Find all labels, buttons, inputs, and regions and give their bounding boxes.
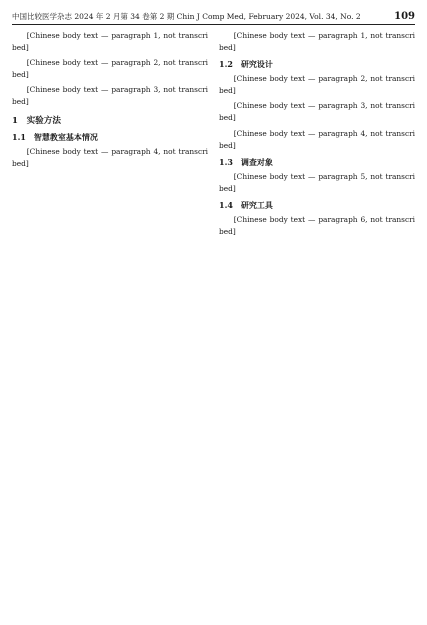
paragraph: [Chinese body text — paragraph 3, not transcribed]	[219, 101, 415, 123]
article-body	[12, 30, 415, 617]
page-number: 109	[394, 11, 415, 22]
running-header	[12, 10, 415, 25]
section-heading-methods: 1 实验方法	[12, 115, 61, 126]
paragraph: [Chinese body text — paragraph 2, not transcribed]	[219, 74, 415, 96]
subsection-heading: 1.3 调查对象	[219, 156, 273, 167]
subsection-heading: 1.1 智慧教室基本情况	[12, 131, 98, 142]
paragraph: [Chinese body text — paragraph 5, not transcribed]	[219, 171, 415, 193]
paragraph: [Chinese body text — paragraph 4, not transcribed]	[219, 128, 415, 150]
paragraph: [Chinese body text — paragraph 4, not transcribed]	[12, 146, 208, 168]
paragraph: [Chinese body text — paragraph 1, not transcribed]	[12, 31, 208, 53]
subsection-heading: 1.2 研究设计	[219, 59, 273, 70]
paragraph: [Chinese body text — paragraph 6, not transcribed]	[219, 214, 415, 237]
paragraph: [Chinese body text — paragraph 3, not transcribed]	[12, 85, 208, 107]
journal-citation: 中国比较医学杂志 2024 年 2 月第 34 卷第 2 期 Chin J Comp Med, February 2024, Vol. 34, No. 2	[12, 12, 361, 21]
paragraph: [Chinese body text — paragraph 2, not transcribed]	[12, 58, 208, 80]
right-column	[219, 30, 415, 617]
left-column	[12, 30, 208, 617]
subsection-heading: 1.4 研究工具	[219, 199, 273, 210]
paragraph: [Chinese body text — paragraph 1, not transcribed]	[219, 31, 415, 53]
